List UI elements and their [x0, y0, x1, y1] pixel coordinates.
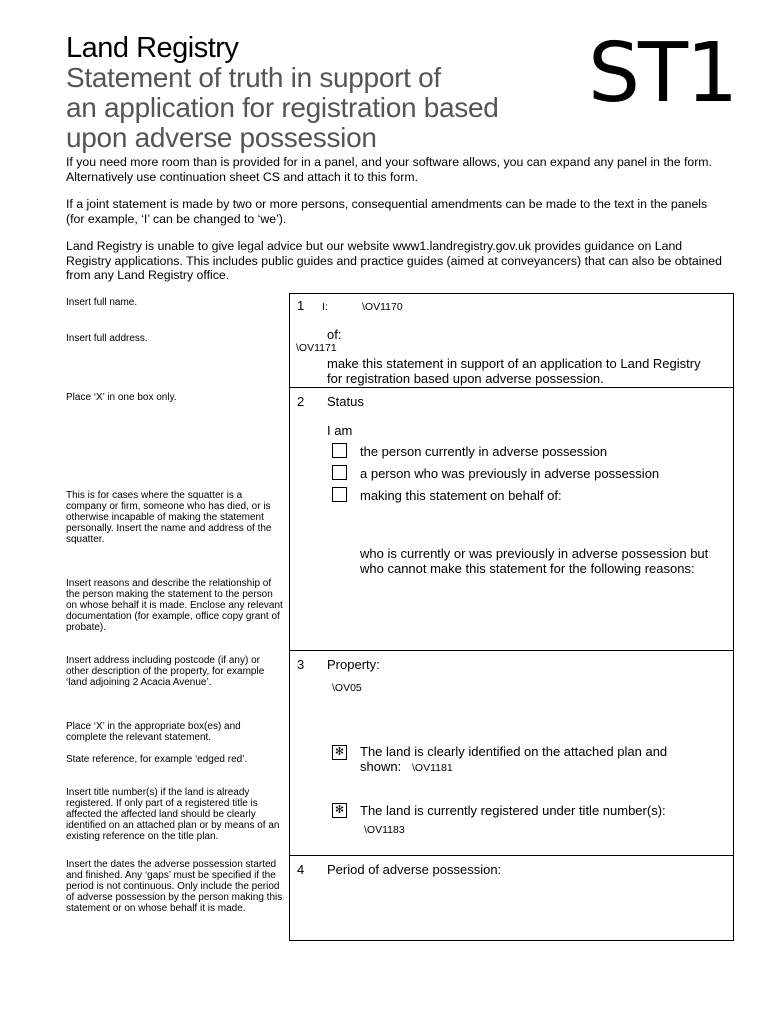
form-title-line-1: Statement of truth in support of	[66, 62, 441, 93]
panel-4	[289, 855, 734, 941]
note-full-address: Insert full address.	[66, 333, 148, 344]
name-label: I:	[322, 301, 328, 313]
address-field[interactable]: \OV1171	[296, 342, 337, 354]
plan-checkbox[interactable]: ✻	[332, 745, 347, 760]
who-cannot-text: who is currently or was previously in adverse possession but who cannot make this statement for the following reasons:	[360, 546, 709, 576]
name-field[interactable]: \OV1170	[362, 301, 403, 313]
form-title-line-3: upon adverse possession	[66, 122, 377, 153]
panel-4-number: 4	[297, 862, 305, 877]
intro-paragraph-2: If a joint statement is made by two or more persons, consequential amendments can be made to the text in the panels (for example, ‘I’ can be changed to ‘we’).	[66, 197, 708, 226]
panel-2-number: 2	[297, 394, 305, 409]
panel-3-title: Property:	[327, 657, 380, 672]
title-number-option-text: The land is currently registered under title number(s):	[360, 803, 666, 818]
plan-shown-label: shown:	[360, 759, 402, 774]
intro-paragraph-3: Land Registry is unable to give legal advice but our website www1.landregistry.gov.uk provides guidance on Land Registry applications. This includes public guides and practice guides (aimed at conveyancers) that can also be obtained from any Land Registry office.	[66, 239, 722, 282]
status-behalf-label: making this statement on behalf of:	[360, 488, 562, 503]
note-squatter: This is for cases where the squatter is a company or firm, someone who has died, or is otherwise incapable of making the statement personally. Insert the name and address of the squatter.	[66, 490, 272, 545]
address-label: of:	[327, 327, 342, 342]
note-one-box: Place ‘X’ in one box only.	[66, 392, 177, 403]
note-title-numbers: Insert title number(s) if the land is already registered. If only part of a registered title is affected the affected land should be clearly identified on an attached plan or by means of an existing reference on the title plan.	[66, 787, 280, 842]
note-reasons: Insert reasons and describe the relationship of the person making the statement to the person on whose behalf it is made. Enclose any relevant documentation (for example, office copy grant of probate).	[66, 578, 283, 633]
status-behalf-checkbox[interactable]	[332, 487, 347, 502]
form-code: ST1	[588, 26, 737, 121]
panel-4-title: Period of adverse possession:	[327, 862, 502, 877]
note-dates: Insert the dates the adverse possession started and finished. Any ‘gaps’ must be specified if the period is not continuous. Only include the period of adverse possession by the person making this statement or on whose behalf it is made.	[66, 859, 283, 914]
title-number-field[interactable]: \OV1183	[364, 824, 405, 836]
title-number-checkbox[interactable]: ✻	[332, 803, 347, 818]
plan-reference-field[interactable]: \OV1181	[412, 762, 453, 774]
intro-paragraph-1: If you need more room than is provided for in a panel, and your software allows, you can expand any panel in the form. Alternatively use continuation sheet CS and attach it to this form.	[66, 155, 712, 184]
panel-1-number: 1	[297, 298, 305, 313]
status-current-label: the person currently in adverse possession	[360, 444, 608, 459]
property-field[interactable]: \OV05	[332, 682, 362, 694]
panel-3-number: 3	[297, 657, 305, 672]
plan-option-text: The land is clearly identified on the attached plan and	[360, 744, 668, 759]
panel-2	[289, 387, 734, 651]
status-current-checkbox[interactable]	[332, 443, 347, 458]
panel-1	[289, 293, 734, 388]
panel-2-title: Status	[327, 394, 364, 409]
panel-3	[289, 650, 734, 856]
panel-1-statement: make this statement in support of an application to Land Registry for registration based upon adverse possession.	[327, 356, 701, 386]
organisation-name: Land Registry	[66, 32, 239, 64]
i-am-label: I am	[327, 423, 353, 438]
note-address-property: Insert address including postcode (if any) or other description of the property, for example ‘land adjoining 2 Acacia Avenue’.	[66, 655, 265, 688]
note-appropriate-boxes: Place ‘X’ in the appropriate box(es) and complete the relevant statement.	[66, 721, 241, 743]
note-full-name: Insert full name.	[66, 297, 138, 308]
status-previous-checkbox[interactable]	[332, 465, 347, 480]
status-previous-label: a person who was previously in adverse possession	[360, 466, 660, 481]
form-title-line-2: an application for registration based	[66, 92, 499, 123]
note-state-reference: State reference, for example ‘edged red’.	[66, 754, 248, 765]
